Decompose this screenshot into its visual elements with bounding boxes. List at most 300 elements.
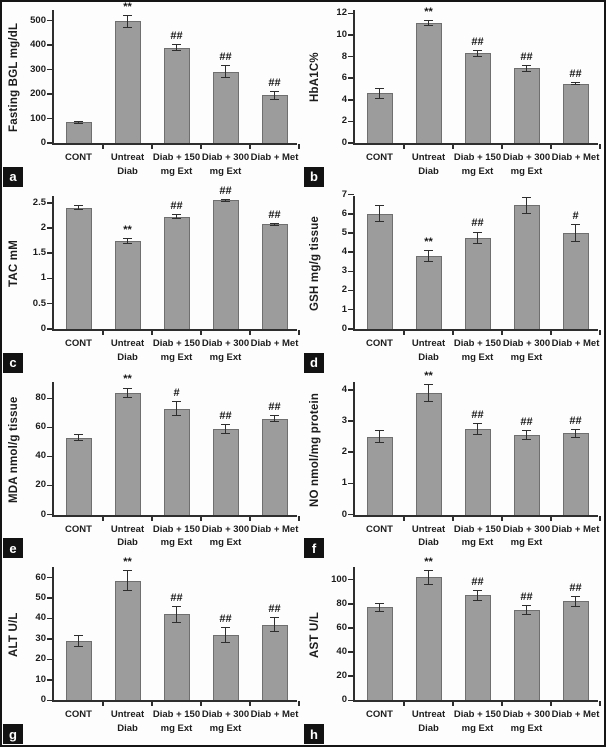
panel-letter-h: h <box>304 724 324 744</box>
x-category-label-line: mg Ext <box>461 537 494 549</box>
significance-annotation: ## <box>520 50 533 63</box>
x-category-label-line: Untreat Diab <box>110 709 145 735</box>
y-tick-label: 0 <box>40 137 46 148</box>
error-bar <box>270 415 279 422</box>
x-tick-mark <box>550 330 552 335</box>
x-tick-mark <box>102 144 104 149</box>
x-category-label <box>401 337 457 365</box>
y-axis-label-a: Fasting BGL mg/dL <box>8 22 20 133</box>
bar <box>563 601 589 700</box>
x-tick-mark <box>200 330 202 335</box>
x-tick-mark <box>501 516 503 521</box>
y-tick-mark <box>47 20 53 22</box>
x-category-label-line: Diab + Met <box>551 709 600 721</box>
x-tick-mark <box>403 144 405 149</box>
x-category-label-line: CONT <box>366 337 393 349</box>
plot-area-c <box>32 184 299 363</box>
x-category-label <box>100 337 156 365</box>
x-category-label-line: Diab + 150 <box>152 152 201 163</box>
significance-annotation: ## <box>471 217 484 230</box>
x-category-label <box>247 523 303 537</box>
x-category-label <box>548 523 604 537</box>
y-tick-label: 6 <box>341 207 347 219</box>
error-bar <box>571 82 580 85</box>
y-tick-label: 500 <box>30 14 46 26</box>
bar <box>416 256 442 329</box>
x-category-label <box>100 151 156 179</box>
significance-annotation: ** <box>123 0 132 13</box>
x-category-label-line: mg Ext <box>209 165 242 177</box>
x-tick-mark <box>501 701 503 706</box>
x-category-label-line: Untreat Diab <box>411 337 446 363</box>
y-tick-mark <box>47 328 53 330</box>
x-tick-mark <box>249 330 251 335</box>
y-tick-mark <box>47 700 53 702</box>
error-bar <box>123 388 132 398</box>
significance-annotation: ## <box>471 575 484 588</box>
x-tick-mark <box>452 330 454 335</box>
panel-letter-g: g <box>3 724 23 744</box>
significance-annotation: ## <box>268 76 281 89</box>
error-bar <box>270 223 279 226</box>
y-tick-mark <box>348 290 354 292</box>
error-bar <box>123 238 132 244</box>
y-tick-label: 60 <box>35 571 46 583</box>
x-category-label-line: Untreat Diab <box>411 152 446 177</box>
x-category-label <box>499 523 555 551</box>
significance-annotation: ** <box>123 556 132 569</box>
panel-g <box>2 556 303 745</box>
error-bar <box>221 627 230 643</box>
significance-annotation: ** <box>123 223 132 236</box>
x-category-label-line: Diab + 150 <box>453 152 502 163</box>
x-category-label <box>198 708 254 736</box>
y-tick-mark <box>348 121 354 123</box>
y-tick-label: 10 <box>35 673 46 685</box>
y-tick-mark <box>348 675 354 677</box>
y-tick-label: 60 <box>336 621 347 633</box>
bar <box>66 122 92 143</box>
y-tick-mark <box>47 679 53 681</box>
x-category-label-line: Diab + Met <box>551 337 600 349</box>
significance-annotation: ## <box>268 603 281 616</box>
panel-letter-d: d <box>304 353 324 373</box>
y-tick-mark <box>47 638 53 640</box>
y-tick-label: 50 <box>35 591 46 603</box>
y-tick-label: 0 <box>341 322 347 334</box>
x-category-label-line: Diab + Met <box>551 523 600 535</box>
panel-f <box>303 369 604 560</box>
error-bar <box>522 605 531 615</box>
y-tick-mark <box>47 69 53 71</box>
bar <box>164 409 190 515</box>
error-bar <box>424 250 433 263</box>
error-bar <box>123 570 132 590</box>
bar <box>367 437 393 515</box>
x-category-label-line: Untreat <box>110 523 145 535</box>
x-tick-mark <box>403 330 405 335</box>
y-tick-label: 7 <box>341 188 347 200</box>
y-tick-label: 80 <box>35 392 46 404</box>
x-category-label <box>149 337 205 365</box>
y-tick-mark <box>47 227 53 229</box>
y-tick-label: 60 <box>35 421 46 433</box>
x-tick-mark <box>452 144 454 149</box>
y-tick-label: 2.5 <box>32 196 46 208</box>
x-category-label <box>198 523 254 551</box>
y-tick-label: 10 <box>336 29 347 40</box>
y-tick-mark <box>348 142 354 144</box>
x-category-label <box>100 708 156 736</box>
y-tick-label: 3 <box>341 265 347 277</box>
error-bar <box>473 232 482 245</box>
x-category-label-line: CONT <box>366 523 393 535</box>
bar <box>164 217 190 329</box>
x-category-label-line: CONT <box>65 152 92 163</box>
bar <box>465 238 491 329</box>
x-category-label-line: Diab + 300 <box>502 523 551 535</box>
x-category-label-line: Untreat <box>411 523 446 535</box>
error-bar <box>375 205 384 222</box>
x-category-label-line: mg Ext <box>160 723 193 735</box>
y-tick-label: 0 <box>341 694 347 706</box>
y-tick-mark <box>348 34 354 36</box>
error-bar <box>375 88 384 99</box>
significance-annotation: ## <box>569 582 582 594</box>
y-tick-label: 20 <box>35 653 46 665</box>
y-tick-mark <box>348 627 354 629</box>
significance-annotation: # <box>572 210 579 223</box>
x-category-label-line: Diab + 300 <box>201 709 250 721</box>
x-category-label-line: mg Ext <box>209 351 242 363</box>
bar <box>416 577 442 700</box>
x-category-label <box>247 708 303 722</box>
x-category-label-line: CONT <box>366 709 393 721</box>
plot-area-h <box>331 556 600 735</box>
x-tick-mark <box>151 144 153 149</box>
y-tick-label: 4 <box>341 93 347 105</box>
x-tick-mark <box>102 701 104 706</box>
bar <box>115 21 141 143</box>
y-tick-label: 6 <box>341 72 347 84</box>
bar <box>465 53 491 143</box>
y-tick-mark <box>348 99 354 101</box>
bar <box>563 233 589 329</box>
bar <box>465 429 491 515</box>
x-category-label <box>352 523 408 537</box>
x-category-label <box>149 708 205 736</box>
error-bar <box>375 603 384 611</box>
y-tick-mark <box>348 13 354 15</box>
x-category-label-line: mg Ext <box>510 723 543 735</box>
bar <box>416 23 442 143</box>
y-tick-label: 0 <box>341 137 347 148</box>
x-category-label-line: Diab + 300 <box>502 152 551 163</box>
x-tick-mark <box>249 144 251 149</box>
bar <box>367 214 393 329</box>
x-tick-mark <box>452 516 454 521</box>
x-category-label <box>149 523 205 551</box>
error-bar <box>473 50 482 56</box>
x-tick-mark <box>501 330 503 335</box>
x-category-label-line: Diab + 150 <box>453 523 502 535</box>
x-category-label-line: Diab + Met <box>250 709 299 721</box>
x-tick-mark <box>200 144 202 149</box>
x-category-label-line: mg Ext <box>510 537 543 549</box>
error-bar <box>221 424 230 434</box>
y-tick-mark <box>47 485 53 487</box>
bar <box>115 581 141 701</box>
bar <box>66 438 92 515</box>
significance-annotation: ## <box>219 612 232 625</box>
y-tick-mark <box>47 93 53 95</box>
x-category-label-line: Untreat <box>110 337 145 349</box>
bar <box>115 241 141 329</box>
error-bar <box>172 44 181 51</box>
x-category-label <box>352 337 408 351</box>
x-tick-mark <box>200 701 202 706</box>
x-tick-mark <box>599 144 601 149</box>
x-tick-mark <box>501 144 503 149</box>
significance-annotation: ## <box>170 29 183 42</box>
x-category-label-line: Diab + 300 <box>502 709 551 721</box>
x-category-label <box>352 151 408 165</box>
y-tick-label: 4 <box>341 383 347 395</box>
y-tick-label: 40 <box>336 646 347 658</box>
x-category-label-line: Untreat Diab <box>411 709 446 735</box>
y-axis-label-h: AST U/L <box>309 611 321 658</box>
x-category-label <box>548 708 604 722</box>
x-tick-mark <box>151 516 153 521</box>
x-category-label <box>247 151 303 165</box>
x-category-label <box>401 523 457 551</box>
bar <box>213 72 239 143</box>
panel-letter-e: e <box>3 538 23 558</box>
x-tick-mark <box>200 516 202 521</box>
y-tick-mark <box>348 579 354 581</box>
x-category-label-line: mg Ext <box>461 165 494 177</box>
y-tick-label: 40 <box>35 612 46 624</box>
x-category-label-line: Diab + 300 <box>201 337 250 349</box>
y-tick-mark <box>47 398 53 400</box>
error-bar <box>424 384 433 403</box>
plot-area-d <box>341 188 600 363</box>
significance-annotation: ## <box>219 409 232 422</box>
y-tick-label: 400 <box>30 39 46 51</box>
x-category-label-line: Diab + Met <box>551 152 600 163</box>
y-tick-label: 5 <box>341 227 347 239</box>
bar <box>213 429 239 515</box>
y-tick-label: 2 <box>341 284 347 296</box>
x-category-label-line: Diab + Met <box>250 523 299 535</box>
y-tick-mark <box>348 56 354 58</box>
bar <box>367 93 393 143</box>
x-category-label-line: mg Ext <box>160 537 193 549</box>
x-tick-mark <box>298 330 300 335</box>
bar <box>563 433 589 514</box>
x-category-label-line: mg Ext <box>160 165 193 177</box>
y-axis-label-b: HbA1C% <box>309 52 321 103</box>
y-tick-label: 20 <box>336 670 347 682</box>
y-tick-mark <box>47 577 53 579</box>
y-axis-label-g: ALT U/L <box>8 612 20 658</box>
plot-area-e <box>35 373 299 549</box>
y-tick-label: 1 <box>40 272 46 284</box>
x-category-label-line: Diab + 150 <box>453 709 502 721</box>
y-tick-mark <box>348 271 354 273</box>
y-tick-mark <box>47 202 53 204</box>
significance-annotation: ** <box>424 6 433 19</box>
x-category-label-line: mg Ext <box>461 723 494 735</box>
x-category-label-line: Diab <box>418 537 439 549</box>
significance-annotation: # <box>173 387 180 400</box>
x-category-label <box>401 708 457 736</box>
x-tick-mark <box>102 516 104 521</box>
x-tick-mark <box>403 701 405 706</box>
error-bar <box>522 197 531 214</box>
y-tick-label: 1 <box>341 477 347 489</box>
x-category-label <box>51 337 107 351</box>
significance-annotation: ** <box>123 373 132 386</box>
y-tick-mark <box>348 603 354 605</box>
y-axis-label-e: MDA nmol/g tissue <box>8 395 20 503</box>
x-category-label <box>51 151 107 165</box>
y-tick-mark <box>348 420 354 422</box>
y-tick-mark <box>47 252 53 254</box>
error-bar <box>74 205 83 210</box>
y-tick-mark <box>348 328 354 330</box>
panel-e <box>2 374 303 560</box>
error-bar <box>74 121 83 124</box>
x-category-label-line: Diab + 300 <box>502 337 551 349</box>
bar <box>115 393 141 515</box>
x-category-label <box>499 337 555 365</box>
x-tick-mark <box>550 144 552 149</box>
y-tick-label: 0.5 <box>32 297 46 309</box>
y-axis-label-f: NO nmol/mg protein <box>309 391 321 507</box>
y-tick-label: 300 <box>30 63 46 75</box>
y-axis-label-c: TAC mM <box>8 239 20 287</box>
y-tick-label: 1 <box>341 303 347 315</box>
x-category-label-line: Diab <box>117 537 138 549</box>
bar <box>514 435 540 515</box>
x-category-label <box>499 708 555 736</box>
x-category-label-line: Untreat <box>110 152 145 163</box>
y-tick-mark <box>348 309 354 311</box>
y-tick-mark <box>47 456 53 458</box>
error-bar <box>221 65 230 77</box>
y-tick-mark <box>47 597 53 599</box>
bar <box>367 607 393 700</box>
bar <box>66 641 92 700</box>
panel-letter-a: a <box>3 167 23 187</box>
significance-annotation: ## <box>520 591 533 604</box>
x-category-label <box>401 151 457 179</box>
x-category-label-line: CONT <box>65 523 92 535</box>
x-category-label <box>499 151 555 179</box>
x-tick-mark <box>102 330 104 335</box>
error-bar <box>172 214 181 219</box>
x-category-label-line: CONT <box>65 709 92 721</box>
x-category-label <box>450 523 506 551</box>
bar <box>164 48 190 143</box>
x-category-label-line: Diab <box>117 351 138 363</box>
bar <box>262 95 288 143</box>
y-tick-mark <box>348 514 354 516</box>
error-bar <box>74 635 83 647</box>
x-tick-mark <box>298 516 300 521</box>
significance-annotation: ## <box>219 184 232 197</box>
error-bar <box>123 15 132 29</box>
y-tick-label: 0 <box>40 508 46 520</box>
panel-c <box>2 184 303 374</box>
significance-annotation: ** <box>424 556 433 569</box>
significance-annotation: ## <box>471 36 484 49</box>
x-category-label-line: Diab + 300 <box>201 523 250 535</box>
x-tick-mark <box>599 516 601 521</box>
bar <box>465 595 491 700</box>
x-category-label <box>198 151 254 179</box>
bar <box>262 625 288 701</box>
x-tick-mark <box>249 516 251 521</box>
significance-annotation: ## <box>219 51 232 64</box>
error-bar <box>571 429 580 438</box>
plot-area-b <box>336 6 600 177</box>
y-tick-label: 100 <box>30 112 46 124</box>
y-tick-label: 12 <box>336 7 347 19</box>
significance-annotation: ## <box>268 401 281 414</box>
x-tick-mark <box>151 701 153 706</box>
bar <box>514 68 540 143</box>
bar <box>164 614 190 700</box>
panel-d <box>303 188 604 374</box>
x-category-label-line: mg Ext <box>461 351 494 363</box>
panel-a <box>2 2 303 188</box>
x-category-label-line: mg Ext <box>510 351 543 363</box>
plot-area-a <box>30 0 299 177</box>
y-tick-mark <box>348 451 354 453</box>
significance-annotation: ## <box>569 414 582 427</box>
x-category-label <box>548 151 604 165</box>
error-bar <box>424 20 433 25</box>
x-category-label-line: CONT <box>65 337 92 349</box>
y-tick-mark <box>348 251 354 253</box>
y-tick-mark <box>47 427 53 429</box>
x-category-label-line: Diab + 300 <box>201 152 250 163</box>
y-tick-mark <box>348 77 354 79</box>
x-tick-mark <box>298 701 300 706</box>
x-category-label-line: mg Ext <box>209 723 242 735</box>
error-bar <box>74 434 83 441</box>
x-category-label-line: mg Ext <box>510 165 543 177</box>
panel-letter-b: b <box>304 167 324 187</box>
y-tick-mark <box>47 618 53 620</box>
y-tick-mark <box>47 514 53 516</box>
error-bar <box>522 430 531 439</box>
x-category-label <box>100 523 156 551</box>
x-tick-mark <box>151 330 153 335</box>
panel-h <box>303 556 604 745</box>
error-bar <box>473 423 482 435</box>
error-bar <box>270 617 279 631</box>
bar <box>213 200 239 328</box>
x-category-label <box>450 337 506 365</box>
x-category-label-line: Diab + 150 <box>152 337 201 349</box>
bar <box>563 84 589 143</box>
error-bar <box>375 430 384 444</box>
y-tick-mark <box>348 483 354 485</box>
panel-letter-c: c <box>3 353 23 373</box>
